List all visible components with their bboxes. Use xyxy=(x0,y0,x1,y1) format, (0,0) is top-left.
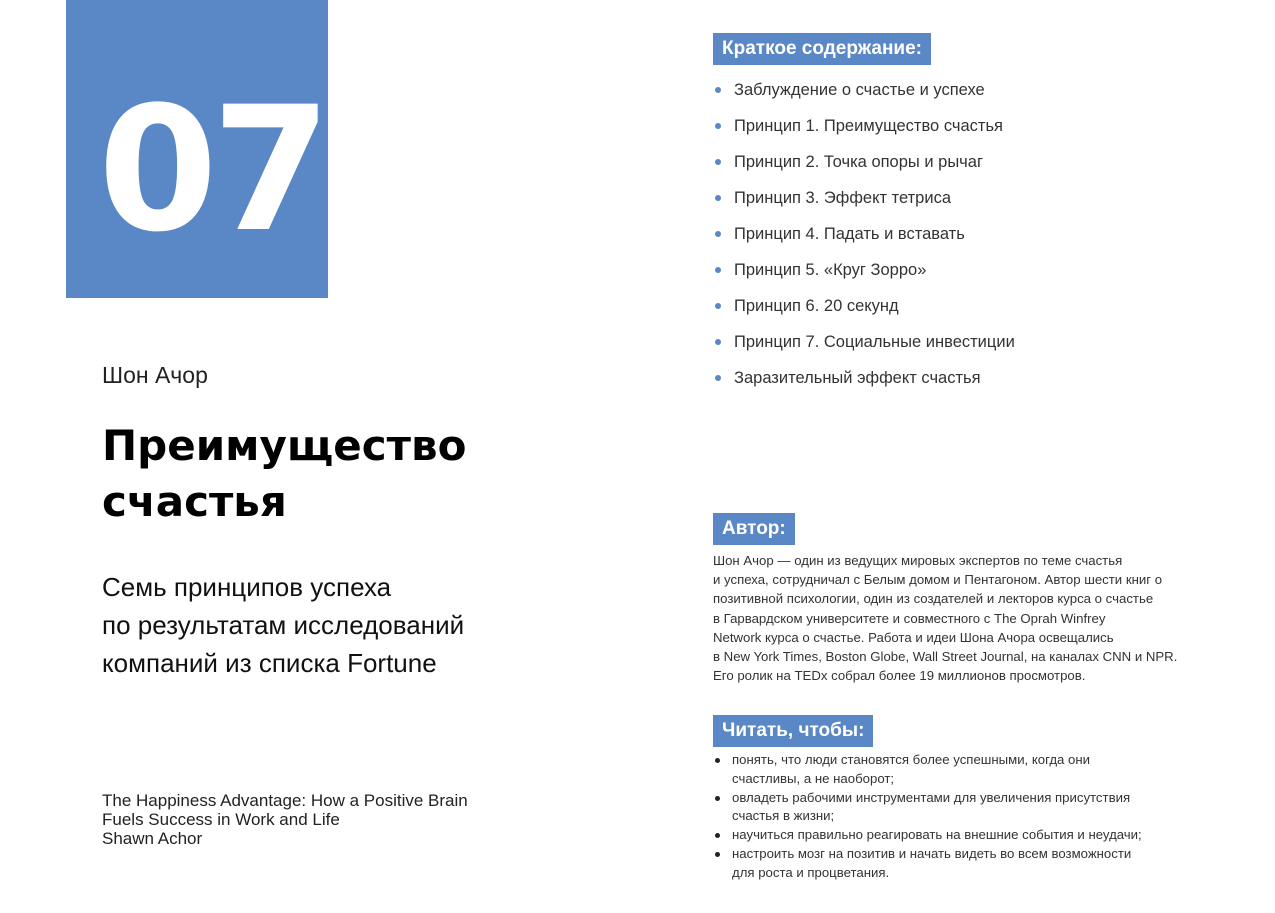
book-subtitle xyxy=(102,568,522,682)
summary-item-label: Принцип 3. Эффект тетриса xyxy=(734,189,952,207)
bullet-icon xyxy=(715,796,720,801)
summary-item-label: Принцип 1. Преимущество счастья xyxy=(734,117,1003,135)
read-to-item-line: счастья в жизни; xyxy=(732,808,835,824)
read-to-item xyxy=(713,751,1142,789)
summary-item xyxy=(713,144,1015,180)
bullet-icon xyxy=(715,375,721,381)
summary-item-label: Принцип 4. Падать и вставать xyxy=(734,225,965,243)
read-to-item-line: для роста и процветания. xyxy=(732,864,890,880)
original-title xyxy=(102,791,468,848)
summary-item-label: Заблуждение о счастье и успехе xyxy=(734,81,985,99)
read-to-item xyxy=(713,789,1142,827)
bullet-icon xyxy=(715,159,721,165)
summary-heading: Краткое содержание: xyxy=(713,33,931,65)
read-to-item-line: счастливы, а не наоборот; xyxy=(732,770,895,786)
author-bio-line: и успеха, сотрудничал с Белым домом и Пентагоном. Автор шести книг о xyxy=(713,572,1163,588)
read-to-item xyxy=(713,826,1142,845)
bullet-icon xyxy=(715,852,720,857)
summary-item xyxy=(713,252,1015,288)
summary-item-label: Принцип 7. Социальные инвестиции xyxy=(734,333,1015,351)
author-bio-line: в Гарвардском университете и совместного с The Oprah Winfrey xyxy=(713,610,1106,626)
bullet-icon xyxy=(715,123,721,129)
summary-item xyxy=(713,180,1015,216)
read-to-list xyxy=(713,751,1142,883)
read-to-item xyxy=(713,845,1142,883)
author-bio-line: в New York Times, Boston Globe, Wall Street Journal, на каналах CNN и NPR. xyxy=(713,649,1178,665)
summary-item-label: Заразительный эффект счастья xyxy=(734,369,981,387)
book-author: Шон Ачор xyxy=(102,362,208,388)
read-to-item-line: понять, что люди становятся более успешными, когда они xyxy=(732,752,1091,767)
summary-list xyxy=(713,72,1015,396)
bullet-icon xyxy=(715,758,720,763)
book-subtitle-line: компаний из списка Fortune xyxy=(102,648,437,678)
author-bio-line: Шон Ачор — один из ведущих мировых экспертов по теме счастья xyxy=(713,553,1123,568)
bullet-icon xyxy=(715,303,721,309)
read-to-item-line: научиться правильно реагировать на внешние события и неудачи; xyxy=(732,827,1142,843)
summary-item xyxy=(713,288,1015,324)
summary-item xyxy=(713,216,1015,252)
summary-item xyxy=(713,72,1015,108)
summary-item xyxy=(713,108,1015,144)
original-author: Shawn Achor xyxy=(102,829,203,848)
author-bio-line: позитивной психологии, один из создателей и лекторов курса о счастье xyxy=(713,591,1154,607)
bullet-icon xyxy=(715,267,721,273)
chapter-number: 07 xyxy=(98,69,326,270)
book-title-line: счастья xyxy=(102,477,287,526)
bullet-icon xyxy=(715,339,721,345)
author-heading: Автор: xyxy=(713,513,795,545)
summary-item-label: Принцип 6. 20 секунд xyxy=(734,297,899,315)
author-bio xyxy=(713,551,1177,685)
bullet-icon xyxy=(715,833,720,838)
chapter-number-block xyxy=(66,0,328,298)
bullet-icon xyxy=(715,87,721,93)
author-bio-line: Его ролик на TEDx собрал более 19 миллионов просмотров. xyxy=(713,668,1086,684)
bullet-icon xyxy=(715,195,721,201)
summary-item-label: Принцип 2. Точка опоры и рычаг xyxy=(734,153,983,171)
read-to-heading: Читать, чтобы: xyxy=(713,715,873,747)
summary-item-label: Принцип 5. «Круг Зорро» xyxy=(734,261,927,279)
summary-item xyxy=(713,360,1015,396)
book-subtitle-line: Семь принципов успеха xyxy=(102,572,392,602)
author-bio-line: Network курса о счастье. Работа и идеи Шона Ачора освещались xyxy=(713,629,1114,645)
book-title xyxy=(102,418,522,530)
book-title-line: Преимущество xyxy=(102,421,467,470)
read-to-item-line: овладеть рабочими инструментами для увеличения присутствия xyxy=(732,789,1131,805)
book-subtitle-line: по результатам исследований xyxy=(102,610,465,640)
summary-item xyxy=(713,324,1015,360)
original-title-line: Fuels Success in Work and Life xyxy=(102,810,340,829)
bullet-icon xyxy=(715,231,721,237)
original-title-line: The Happiness Advantage: How a Positive Brain xyxy=(102,791,468,810)
read-to-item-line: настроить мозг на позитив и начать видеть во всем возможности xyxy=(732,845,1132,861)
